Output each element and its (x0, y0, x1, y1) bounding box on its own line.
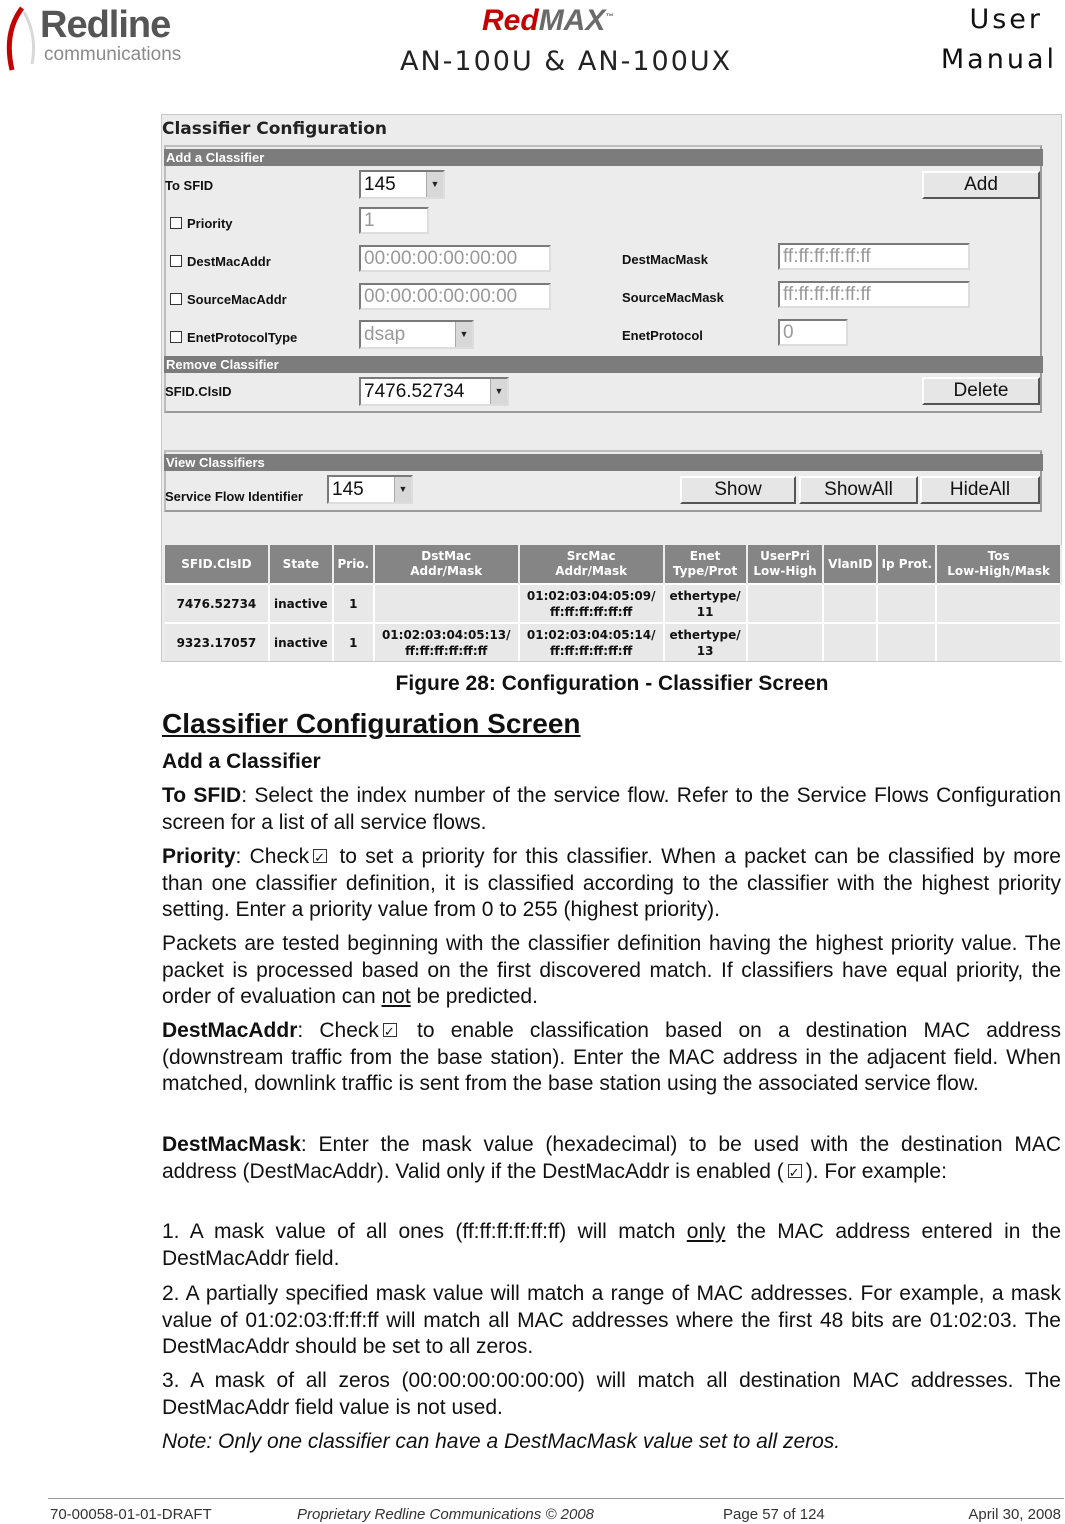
doc-type-line2: Manual (940, 44, 1057, 75)
destmask-label: DestMacMask (622, 252, 708, 267)
product-model: AN-100U & AN-100UX (400, 46, 733, 77)
para-priority: Priority: Check✓ to set a priority for this classifier. When a packet can be classified by more than one classifier definition, it is classified according to the classifier with the highest priority setting. Enter a priority value from 0 to 255 (highest priority). (162, 844, 1061, 924)
destmac-input[interactable]: 00:00:00:00:00:00 (359, 245, 551, 272)
srcmac-input[interactable]: 00:00:00:00:00:00 (359, 283, 551, 310)
table-header-cell: SrcMac Addr/Mask (519, 545, 664, 584)
footer-copyright: Proprietary Redline Communications © 2008 (297, 1506, 595, 1523)
table-cell (877, 623, 936, 661)
checkbox-checked-icon (383, 1023, 397, 1037)
table-cell: inactive (269, 584, 333, 623)
table-header-cell: Enet Type/Prot (664, 545, 747, 584)
table-header-cell: DstMac Addr/Mask (374, 545, 519, 584)
chevron-down-icon: ▼ (455, 322, 472, 347)
table-body (165, 584, 1061, 661)
para-to-sfid: To SFID: Select the index number of the service flow. Refer to the Service Flows Configuration screen for a list of all service flows. (162, 784, 1062, 834)
table-header-cell: Tos Low-High/Mask (936, 545, 1061, 584)
section-heading: Classifier Configuration Screen (162, 708, 581, 739)
view-section-bar: View Classifiers (164, 454, 1043, 471)
table-cell: 1 (333, 623, 374, 661)
priority-label[interactable]: Priority (170, 216, 233, 231)
chevron-down-icon: ▼ (426, 172, 443, 197)
table-cell: 01:02:03:04:05:14/ ff:ff:ff:ff:ff:ff (519, 623, 664, 661)
table-cell (877, 584, 936, 623)
figure-caption: Figure 28: Configuration - Classifier Screen (395, 672, 829, 695)
chevron-down-icon: ▼ (490, 379, 507, 404)
table-cell (823, 584, 877, 623)
para-example-1: 1. A mask value of all ones (ff:ff:ff:ff:ff:ff) will match only the MAC address entered in the DestMacAddr field. (162, 1220, 1061, 1270)
show-button[interactable]: Show (680, 476, 796, 504)
table-cell: 1 (333, 584, 374, 623)
footer-doc-id: 70-00058-01-01-DRAFT (50, 1506, 212, 1523)
para-packets: Packets are tested beginning with the classifier definition having the highest priority value. The packet is processed based on the first discovered match. If classifiers have equal priority, the order of evaluation can not be predicted. (162, 932, 1061, 1008)
table-header-cell: State (269, 545, 333, 584)
table-header-cell: VlanID (823, 545, 877, 584)
srcmask-input[interactable]: ff:ff:ff:ff:ff:ff (778, 281, 970, 308)
table-cell (823, 623, 877, 661)
add-section-bar: Add a Classifier (164, 149, 1043, 166)
table-cell (936, 623, 1061, 661)
enettype-select[interactable]: dsap ▼ (359, 320, 474, 349)
redmax-logo: RedMAX™ (482, 4, 614, 37)
table-row[interactable] (165, 584, 1061, 623)
para-example-2: 2. A partially specified mask value will match a range of MAC addresses. For example, a mask value of 01:02:03:ff:ff:ff will match all MAC addresses where the first 48 bits are 01:02:03. The DestMacAddr should be set to all zeros. (162, 1282, 1061, 1358)
table-header-cell: Prio. (333, 545, 374, 584)
classifier-table (165, 545, 1062, 661)
table-cell: 01:02:03:04:05:13/ ff:ff:ff:ff:ff:ff (374, 623, 519, 661)
footer-page: Page 57 of 124 (723, 1506, 825, 1523)
redline-logo-subtext: communications (44, 44, 182, 65)
sfid-clsid-select[interactable]: 7476.52734 ▼ (359, 377, 509, 406)
table-cell (747, 623, 824, 661)
srcmac-checkbox[interactable] (170, 293, 182, 305)
enettype-label[interactable]: EnetProtocolType (170, 330, 297, 345)
priority-checkbox[interactable] (170, 217, 182, 229)
destmac-checkbox[interactable] (170, 255, 182, 267)
table-cell: 7476.52734 (165, 584, 269, 623)
redline-logo-text: Redline (40, 4, 171, 46)
sfid-clsid-label: SFID.ClsID (165, 384, 232, 399)
table-cell: 01:02:03:04:05:09/ ff:ff:ff:ff:ff:ff (519, 584, 664, 623)
table-row[interactable] (165, 623, 1061, 661)
table-cell (936, 584, 1061, 623)
to-sfid-select[interactable]: 145 ▼ (359, 170, 445, 199)
srcmac-label[interactable]: SourceMacAddr (170, 292, 287, 307)
destmask-input[interactable]: ff:ff:ff:ff:ff:ff (778, 243, 970, 270)
remove-section-bar: Remove Classifier (164, 356, 1043, 373)
table-header-row (165, 545, 1061, 584)
subsection-heading: Add a Classifier (162, 750, 321, 773)
table-cell: inactive (269, 623, 333, 661)
table-cell: ethertype/ 13 (664, 623, 747, 661)
classifier-config-screenshot (161, 114, 1062, 662)
para-example-3: 3. A mask of all zeros (00:00:00:00:00:00) will match all destination MAC addresses. The DestMacAddr field value is not used. (162, 1369, 1061, 1419)
showall-button[interactable]: ShowAll (799, 476, 918, 504)
checkbox-checked-icon (788, 1164, 802, 1178)
note: Note: Only one classifier can have a DestMacMask value set to all zeros. (162, 1430, 841, 1453)
footer-date: April 30, 2008 (968, 1506, 1061, 1523)
table-cell: ethertype/ 11 (664, 584, 747, 623)
chevron-down-icon: ▼ (394, 477, 411, 502)
footer-divider (48, 1498, 1064, 1499)
table-cell: 9323.17057 (165, 623, 269, 661)
destmac-label[interactable]: DestMacAddr (170, 254, 271, 269)
enetproto-label: EnetProtocol (622, 328, 703, 343)
table-header-cell: SFID.ClsID (165, 545, 269, 584)
priority-input[interactable]: 1 (359, 207, 429, 234)
srcmask-label: SourceMacMask (622, 290, 724, 305)
enettype-checkbox[interactable] (170, 331, 182, 343)
table-cell (747, 584, 824, 623)
redline-logo-swoosh-icon (2, 4, 42, 79)
enetproto-input[interactable]: 0 (778, 319, 848, 346)
para-destmacaddr: DestMacAddr: Check✓ to enable classification based on a destination MAC address (downstream traffic from the base station). Enter the MAC address in the adjacent field. When matched, downlink traffic is sent from the base station using the associated service flow. (162, 1018, 1061, 1098)
panel-title: Classifier Configuration (162, 119, 387, 139)
table-cell (374, 584, 519, 623)
delete-button[interactable]: Delete (922, 377, 1040, 405)
service-flow-identifier-select[interactable]: 145 ▼ (327, 475, 413, 504)
doc-type-line1: User (969, 4, 1043, 35)
add-button[interactable]: Add (922, 171, 1040, 199)
service-flow-identifier-label: Service Flow Identifier (165, 489, 303, 504)
table-header-cell: Ip Prot. (877, 545, 936, 584)
table-header-cell: UserPri Low-High (747, 545, 824, 584)
para-destmacmask: DestMacMask: Enter the mask value (hexadecimal) to be used with the destination MAC address (DestMacAddr). Valid only if the DestMacAddr is enabled (✓ ). For example: (162, 1132, 1061, 1185)
checkbox-checked-icon (313, 849, 327, 863)
hideall-button[interactable]: HideAll (920, 476, 1040, 504)
to-sfid-label: To SFID (165, 178, 214, 193)
